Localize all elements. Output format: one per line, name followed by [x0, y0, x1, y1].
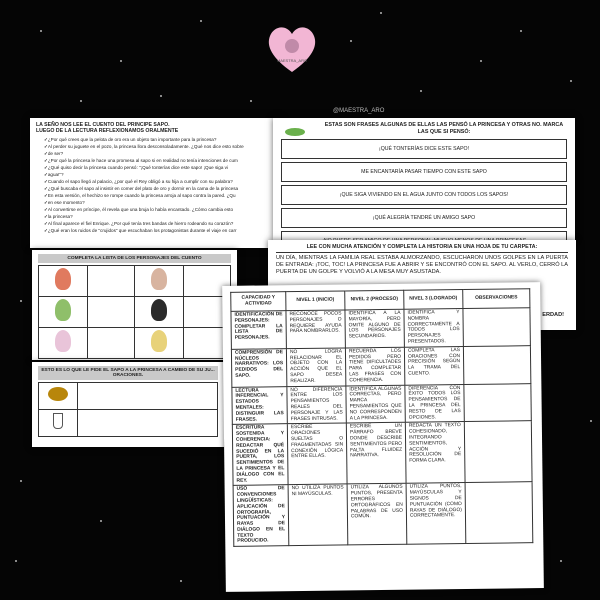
king-icon [151, 268, 167, 290]
star-dot [20, 300, 22, 302]
rubric-sheet [222, 282, 544, 592]
star-dot [15, 560, 17, 562]
rubric-header: NIVEL 1 (INICIO) [286, 291, 345, 311]
question-item: ✓ ¿Qué quiso decir la princesa cuando pensó: "¡Qué tonterías dice este sapo! ¡Que siga vi [44, 164, 276, 171]
rubric-cell [463, 308, 530, 347]
rubric-header: NIVEL 2 (PROCESO) [345, 290, 404, 310]
frog-requests-sheet [32, 362, 224, 447]
rubric-cell: ESCRIBE UN PÁRRAFO BREVE DONDE DESCRIBE SENTIMIENTOS PERO FALTA FLUIDEZ NARRATIVA. [346, 423, 406, 485]
requests-header: ESTO ES LO QUE LE PIDE EL SAPO A LA PRINCESA A CAMBIO DE SU JU... ORACIONES. [38, 366, 218, 380]
rubric-cell: USO DE CONVENCIONES LINGÜÍSTICAS: APLICACIÓN DE ORTOGRAFÍA, PUNTUACIÓN Y RAYAS DE DIÁLOGO EN EL TEXTO PRODUCIDO. [233, 485, 289, 547]
golden-plate-icon [48, 387, 68, 401]
sheet-title-line-2: LUEGO DE LA LECTURA REFLEXIONAMOS ORALMENTE [36, 128, 179, 134]
witch-icon [151, 299, 167, 321]
star-dot [100, 520, 102, 522]
rubric-cell: COMPRENSIÓN DE NÚCLEOS NARRATIVOS: LOS PEDIDOS DEL SAPO. [231, 348, 286, 386]
characters-sheet [32, 250, 237, 360]
request-cell [39, 383, 78, 410]
thought-option: ¡QUE SIGA VIVIENDO EN EL AGUA JUNTO CON TODOS LOS SAPOS! [281, 185, 567, 205]
rubric-cell: COMPLETA LAS ORACIONES CON PRECISIÓN SEGÚN LA TRAMA DEL CUENTO. [404, 346, 463, 384]
rubric-cell: IDENTIFICA Y NOMBRA CORRECTAMENTE A TODOS LOS PERSONAJES PRESENTADOS. [404, 309, 463, 347]
rubric-table [230, 288, 533, 547]
story-side-text: ERDAD! [542, 312, 564, 318]
thoughts-header: ESTAS SON FRASES ALGUNAS DE ELLAS LAS PENSÓ LA PRINCESA Y OTRAS NO. MARCA LAS QUE SI PENSÓ: [324, 122, 564, 135]
question-list [44, 136, 276, 234]
rubric-cell: DIFERENCIA CON ÉXITO TODOS LOS PENSAMIENTOS DE LA PRINCESA DEL RESTO DE LAS OPCIONES. [405, 384, 464, 422]
thought-option: ¡QUÉ ALEGRÍA TENDRÉ UN AMIGO SAPO [281, 208, 567, 228]
question-item: ✓ Al perder su juguete en el pozo, la princesa llora desconsoladamente. ¿Qué nos dice esto sobre [44, 143, 276, 150]
request-cell [78, 410, 218, 437]
question-item: ✓ la princesa? [44, 213, 276, 220]
star-dot [590, 420, 592, 422]
question-item: ✓ ¿Qué eran los ruidos de "crujidos" que escuchaban los protagonistas durante el viaje en carr [44, 227, 276, 234]
star-dot [200, 20, 202, 22]
characters-table [38, 265, 231, 359]
rubric-cell [464, 421, 532, 483]
question-item: ✓ Cuando el sapo llegó al palacio, ¿por qué el Rey obligó a su hija a cumplir con su palabra? [44, 178, 276, 185]
character-cell [87, 328, 134, 359]
rubric-cell: RECONOCE POCOS PERSONAJES O REQUIERE AYUDA PARA NOMBRARLOS. [286, 310, 345, 348]
rubric-cell: UTILIZA PUNTOS, MAYÚSCULAS Y SIGNOS DE PUNTUACIÓN (COMO RAYAS DE DIÁLOGO) CORRECTAMENTE. [406, 483, 466, 545]
character-cell [39, 328, 88, 359]
question-item: ✓ de ser? [44, 150, 276, 157]
question-item: ✓ ¿Qué buscaba el sapo al insistir en comer del plato de oro y dormir en la cama de la princesa [44, 185, 276, 192]
rubric-cell: IDENTIFICACIÓN DE PERSONAJES: COMPLETAR LA LISTA DE PERSONAJES. [231, 311, 286, 349]
question-item: ✓ ¿Por qué la princesa le hace una promesa al sapo si en realidad no tenía intenciones de cum [44, 157, 276, 164]
character-cell [134, 266, 183, 297]
prince-icon [55, 330, 71, 352]
heart-icon [262, 18, 322, 78]
character-cell [87, 297, 134, 328]
character-cell [134, 328, 183, 359]
maestra-aro-logo [262, 18, 322, 78]
frog-icon [55, 299, 71, 321]
rubric-row [231, 308, 530, 349]
svg-text:MAESTRA_ARO: MAESTRA_ARO [276, 58, 308, 63]
request-cell [39, 410, 78, 437]
rubric-cell: UTILIZA ALGUNOS PUNTOS, PRESENTA ERRORES ORTOGRÁFICOS EN PALABRAS DE USO COMÚN. [347, 484, 407, 546]
question-item: ✓ En esta versión, el hechizo se rompe cuando la princesa arroja al sapo contra la pared. ¿Qu [44, 192, 276, 199]
thought-option: ME ENCANTARÍA PASAR TIEMPO CON ESTE SAPO [281, 162, 567, 182]
rubric-row [231, 345, 530, 386]
rubric-cell: RECUERDA LOS PEDIDOS PERO TIENE DIFICULTADES PARA COMPLETAR LAS FRASES CON COHERENCIA. [345, 347, 404, 385]
princess-icon [55, 268, 71, 290]
star-dot [350, 40, 352, 42]
character-cell [87, 266, 134, 297]
thoughts-sheet [273, 108, 575, 240]
question-item: ✓ Al convertirse en príncipe, él revela que una bruja lo había encantado. ¿Cómo cambia esto [44, 206, 276, 213]
rubric-cell: LECTURA INFERENCIAL Y ESTADOS MENTALES: DISTINGUIR LAS FRASES. [232, 386, 287, 424]
rubric-cell [465, 482, 533, 544]
character-cell [39, 297, 88, 328]
star-dot [40, 30, 42, 32]
rubric-header: NIVEL 3 (LOGRADO) [404, 290, 463, 310]
request-cell [78, 383, 218, 410]
rubric-body [231, 308, 533, 547]
character-cell [134, 297, 183, 328]
story-header: LEE CON MUCHA ATENCIÓN Y COMPLETA LA HISTORIA EN UNA HOJA DE TU CARPETA: [276, 244, 568, 253]
rubric-cell [463, 345, 530, 384]
question-item: ✓ agua!"? [44, 171, 276, 178]
watermark: @MAESTRA_ARO [333, 108, 385, 114]
rubric-cell: REDACTA UN TEXTO COHESIONADO, INTEGRANDO SENTIMIENTOS, ACCIÓN Y RESOLUCIÓN DE FORMA CLARA. [405, 422, 465, 484]
rubric-cell: ESCRIBE ORACIONES SUELTAS O FRAGMENTADAS SIN CONEXIÓN LÓGICA ENTRE ELLAS. [287, 423, 347, 485]
star-dot [80, 100, 82, 102]
rubric-header: CAPACIDAD Y ACTIVIDAD [231, 292, 286, 312]
sheet-title-line-1: LA SEÑO NOS LEE EL CUENTO DEL PRINCIPE SAPO. [36, 122, 170, 128]
thought-option: ¡QUÉ TONTERÍAS DICE ESTE SAPO! [281, 139, 567, 159]
rubric-cell [464, 383, 531, 422]
star-dot [520, 30, 522, 32]
rubric-cell: NO DIFERENCIA ENTRE LOS PENSAMIENTOS REALES DEL PERSONAJE Y LAS FRASES INTRUSAS. [287, 386, 346, 424]
rubric-cell: NO UTILIZA PUNTOS NI MAYÚSCULAS. [288, 484, 348, 546]
rubric-cell: ESCRITURA SOSTENIDA Y COHERENCIA: REDACTAR QUÉ SUCEDIÓ EN LA PUERTA, LOS SENTIMIENTOS DE LA PRINCESA Y EL DIÁLOGO CON EL REY. [232, 424, 288, 486]
star-dot [250, 100, 252, 102]
requests-table [38, 382, 218, 437]
star-dot [20, 480, 22, 482]
rubric-row [232, 383, 531, 424]
rubric-row [232, 421, 532, 486]
story-text: UN DÍA, MIENTRAS LA FAMILIA REAL ESTABA ALMORZANDO, ESCUCHARON UNOS GOLPES EN LA PUERTA DE ENTRADA: ¡TOC, TOC! LA PRINCESA FUE A ABRIR Y SE ENCONTRÓ CON EL SAPO. AL VERLO, CERRÓ LA PUERTA DE UN GOLPE Y VOLVIÓ A LA MESA MUY ASUSTADA. [276, 255, 568, 275]
rubric-header: OBSERVACIONES [463, 289, 530, 309]
star-dot [180, 580, 182, 582]
character-cell [39, 266, 88, 297]
rubric-cell: NO LOGRA RELACIONAR EL OBJETO CON LA ACCIÓN QUE EL SAPO DESEA REALIZAR. [286, 348, 345, 386]
question-item: ✓ en ese momento? [44, 199, 276, 206]
rubric-cell: IDENTIFICA ALGUNAS CORRECTAS, PERO MARCA PENSAMIENTOS QUE NO CORRESPONDEN A LA PRINCESA. [346, 385, 405, 423]
frog-icon [285, 128, 305, 136]
star-dot [420, 90, 422, 92]
star-dot [480, 60, 482, 62]
enrique-icon [151, 330, 167, 352]
question-item: ✓ ¿Por qué crees que la pelota de oro era un objeto tan importante para la princesa? [44, 136, 276, 143]
star-dot [560, 560, 562, 562]
reflection-questions-sheet [30, 118, 282, 248]
star-dot [120, 60, 122, 62]
characters-header: COMPLETA LA LISTA DE LOS PERSONAJES DEL CUENTO [38, 254, 231, 263]
rubric-cell: IDENTIFICA A LA MAYORÍA, PERO OMITE ALGUNO DE LOS PERSONAJES SECUNDARIOS. [345, 309, 404, 347]
goblet-icon [53, 413, 63, 429]
question-item: ✓ Al final aparece el fiel Enrique. ¿Por qué tenía tres bandas de hierro rodeando su corazón? [44, 220, 276, 227]
star-dot [160, 95, 162, 97]
star-dot [380, 12, 382, 14]
rubric-row [233, 482, 533, 547]
star-dot [570, 80, 572, 82]
